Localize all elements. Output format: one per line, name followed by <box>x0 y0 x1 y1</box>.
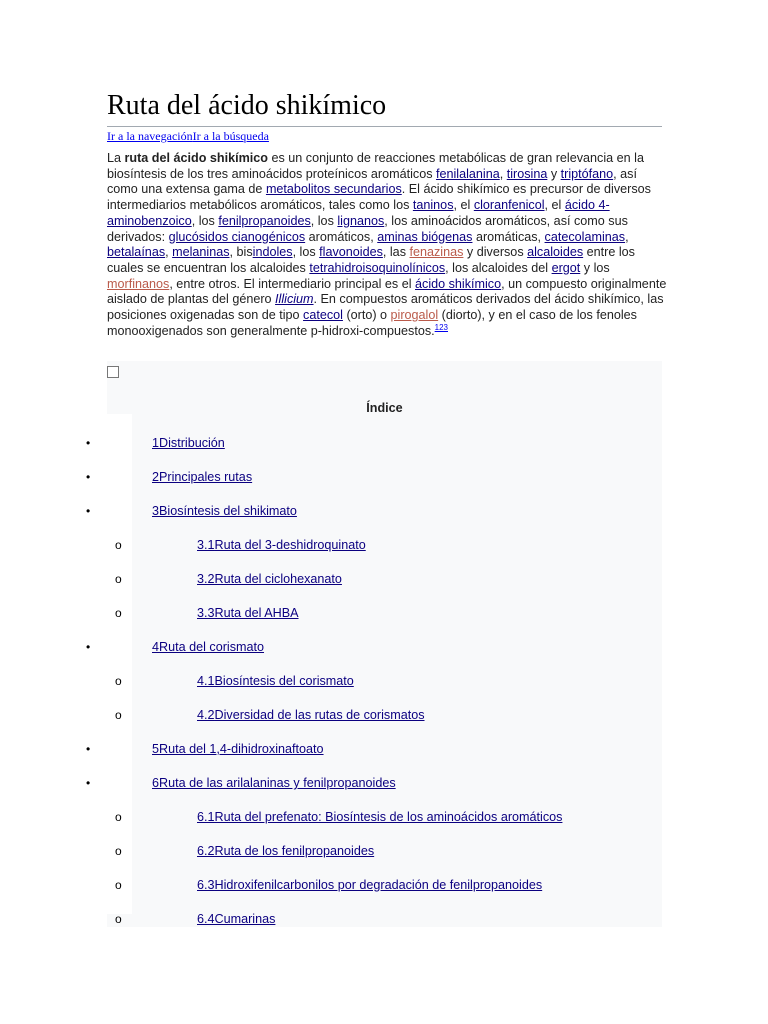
bullet-circle-icon: o <box>115 572 122 586</box>
link-fenazinas[interactable]: fenazinas <box>409 245 464 260</box>
intro-text: La <box>107 151 125 165</box>
link-lignanos[interactable]: lignanos <box>337 213 385 228</box>
jump-links <box>107 128 269 144</box>
link-alcaloides[interactable]: alcaloides <box>527 245 584 260</box>
toc-number: 6.2 <box>197 844 215 858</box>
link-glucosidos-cianogenicos[interactable]: glucósidos cianogénicos <box>168 229 306 244</box>
toc-link[interactable] <box>152 503 297 519</box>
toc-item <box>0 843 768 859</box>
toc-link[interactable] <box>197 673 354 689</box>
toc-toggle-checkbox[interactable] <box>107 366 119 378</box>
toc-text: Ruta del 1,4-dihidroxinaftoato <box>159 742 324 756</box>
toc-item <box>0 707 768 723</box>
toc-number: 3.2 <box>197 572 215 586</box>
link-taninos[interactable]: taninos <box>412 198 454 213</box>
page-title: Ruta del ácido shikímico <box>107 88 662 127</box>
toc-link[interactable] <box>152 775 396 791</box>
toc-number: 4.2 <box>197 708 215 722</box>
toc-link[interactable] <box>197 707 425 723</box>
jump-to-navigation-link[interactable]: Ir a la navegación <box>107 129 193 143</box>
intro-text: , el <box>544 198 565 213</box>
toc-number: 4 <box>152 640 160 654</box>
bullet-circle-icon: o <box>115 606 122 620</box>
bullet-circle-icon: o <box>115 844 122 858</box>
intro-text: , <box>165 245 173 260</box>
intro-text: , las <box>382 245 410 260</box>
intro-text: y diversos <box>463 245 528 260</box>
toc-link[interactable] <box>197 537 366 553</box>
reference-link[interactable]: 123 <box>434 322 448 332</box>
link-ergot[interactable]: ergot <box>551 260 581 275</box>
bullet-circle-icon: o <box>115 878 122 892</box>
toc-link[interactable] <box>197 809 562 825</box>
toc-item <box>0 605 768 621</box>
toc-item <box>0 775 768 791</box>
intro-text: (orto) o <box>342 308 391 323</box>
intro-bold-term: ruta del ácido shikímico <box>124 151 268 165</box>
intro-text: , los aminoácidos aromáticos, así como sus derivados: <box>107 213 628 244</box>
bullet-disc-icon: • <box>86 776 91 790</box>
bullet-circle-icon: o <box>115 674 122 688</box>
intro-text: y los <box>580 260 610 275</box>
jump-to-search-link[interactable]: Ir a la búsqueda <box>192 129 269 143</box>
link-indoles[interactable]: indoles <box>252 245 293 260</box>
toc-text: Distribución <box>159 436 225 450</box>
link-illicium[interactable]: Illicium <box>275 292 314 307</box>
toc-link[interactable] <box>197 911 275 927</box>
toc-link[interactable] <box>197 571 342 587</box>
toc-number: 3.1 <box>197 538 215 552</box>
bullet-disc-icon: • <box>86 504 91 518</box>
link-metabolitos-secundarios[interactable]: metabolitos secundarios <box>265 182 402 197</box>
intro-text: entre los cuales se encuentran los alcaloides <box>107 245 635 275</box>
intro-text: , bis <box>229 245 253 260</box>
intro-text: , <box>499 166 507 181</box>
toc-text: Hidroxifenilcarbonilos por degradación de fenilpropanoides <box>214 878 543 892</box>
link-betalainas[interactable]: betalaínas <box>107 245 166 260</box>
toc-number: 5 <box>152 742 160 756</box>
toc-link[interactable] <box>197 843 374 859</box>
bullet-circle-icon: o <box>115 912 122 926</box>
toc-number: 6.4 <box>197 912 215 926</box>
toc-link[interactable] <box>152 435 225 451</box>
link-morfinanos[interactable]: morfinanos <box>107 276 170 291</box>
toc-item <box>0 435 768 451</box>
reference-superscript <box>435 323 448 332</box>
intro-text: es un conjunto de reacciones metabólicas de gran relevancia en la biosíntesis de los tres aminoácidos proteínicos aromáticos <box>107 151 644 181</box>
bullet-disc-icon: • <box>86 742 91 756</box>
link-fenilalanina[interactable]: fenilalanina <box>436 166 500 181</box>
toc-item <box>0 877 768 893</box>
link-catecol[interactable]: catecol <box>303 308 343 323</box>
link-flavonoides[interactable]: flavonoides <box>319 245 383 260</box>
intro-text: , los alcaloides del <box>445 260 552 275</box>
toc-text: Principales rutas <box>159 470 253 484</box>
toc-text: Cumarinas <box>214 912 276 926</box>
link-triptofano[interactable]: triptófano <box>560 166 614 181</box>
toc-item <box>0 809 768 825</box>
intro-text: aromáticos, <box>305 229 378 244</box>
toc-text: Ruta de las arilalaninas y fenilpropanoides <box>159 776 396 790</box>
intro-paragraph <box>107 151 667 339</box>
intro-text: , los <box>310 213 338 228</box>
toc-number: 1 <box>152 436 160 450</box>
toc-text: Biosíntesis del corismato <box>214 674 354 688</box>
toc-link[interactable] <box>152 741 324 757</box>
intro-text: , así como una extensa gama de <box>107 166 637 197</box>
intro-text: , los <box>292 245 320 260</box>
toc-text: Biosíntesis del shikimato <box>159 504 297 518</box>
intro-text: , entre otros. El intermediario principal es el <box>169 276 416 291</box>
toc-item <box>0 503 768 519</box>
link-melaninas[interactable]: melaninas <box>172 245 230 260</box>
intro-text: y <box>547 166 561 181</box>
toc-text: Ruta del prefenato: Biosíntesis de los aminoácidos aromáticos <box>214 810 563 824</box>
link-fenilpropanoides[interactable]: fenilpropanoides <box>218 213 311 228</box>
toc-item <box>0 571 768 587</box>
toc-item <box>0 639 768 655</box>
toc-text: Ruta de los fenilpropanoides <box>214 844 375 858</box>
toc-item <box>0 673 768 689</box>
bullet-disc-icon: • <box>86 470 91 484</box>
intro-text: , <box>625 229 629 244</box>
toc-link[interactable] <box>197 605 299 621</box>
toc-item <box>0 469 768 485</box>
link-catecolaminas[interactable]: catecolaminas <box>544 229 626 244</box>
bullet-circle-icon: o <box>115 810 122 824</box>
toc-number: 3 <box>152 504 160 518</box>
intro-text: , el <box>453 198 474 213</box>
intro-text: , los <box>191 213 219 228</box>
intro-text: , un compuesto originalmente aislado de plantas del género <box>107 276 667 307</box>
bullet-disc-icon: • <box>86 640 91 654</box>
toc-number: 6.1 <box>197 810 215 824</box>
link-pirogalol[interactable]: pirogalol <box>390 308 439 323</box>
link-acido-4-aminobenzoico[interactable]: ácido 4-aminobenzoico <box>107 198 610 228</box>
toc-text: Ruta del ciclohexanato <box>214 572 342 586</box>
intro-text: . El ácido shikímico es precursor de diversos intermediarios metabólicos aromáticos, tales como los <box>107 182 651 213</box>
link-tetrahidroisoquinolinicos[interactable]: tetrahidroisoquinolínicos <box>309 260 446 275</box>
link-tirosina[interactable]: tirosina <box>506 166 548 181</box>
toc-text: Ruta del AHBA <box>214 606 299 620</box>
toc-number: 2 <box>152 470 160 484</box>
toc-link[interactable] <box>152 469 252 485</box>
toc-number: 6 <box>152 776 160 790</box>
toc-item <box>0 741 768 757</box>
toc-item <box>0 911 768 927</box>
toc-number: 3.3 <box>197 606 215 620</box>
toc-link[interactable] <box>197 877 542 893</box>
link-acido-shikimico[interactable]: ácido shikímico <box>415 276 502 291</box>
toc-number: 6.3 <box>197 878 215 892</box>
intro-text: (diorto), y en el caso de los fenoles monooxigenados son generalmente p-hidroxi-compuestos. <box>107 308 637 338</box>
toc-number: 4.1 <box>197 674 215 688</box>
toc-text: Diversidad de las rutas de corismatos <box>214 708 425 722</box>
toc-text: Ruta del corismato <box>159 640 265 654</box>
link-aminas-biogenas[interactable]: aminas biógenas <box>377 229 473 244</box>
toc-title: Índice <box>366 401 403 415</box>
intro-text: aromáticas, <box>472 229 545 244</box>
toc-link[interactable] <box>152 639 264 655</box>
bullet-disc-icon: • <box>86 436 91 450</box>
link-cloranfenicol[interactable]: cloranfenicol <box>473 198 545 213</box>
toc-left-gap <box>107 414 132 914</box>
toc-text: Ruta del 3-deshidroquinato <box>214 538 366 552</box>
toc-item <box>0 537 768 553</box>
bullet-circle-icon: o <box>115 708 122 722</box>
intro-text: . En compuestos aromáticos derivados del ácido shikímico, las posiciones oxigenadas son de tipo <box>107 292 664 323</box>
bullet-circle-icon: o <box>115 538 122 552</box>
